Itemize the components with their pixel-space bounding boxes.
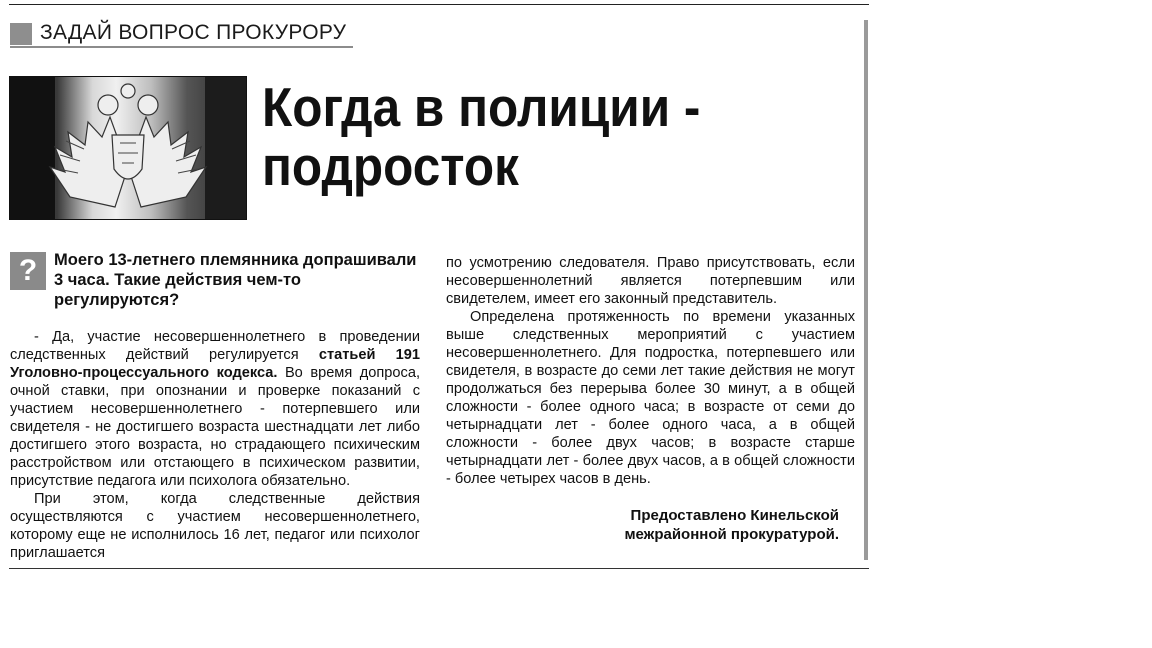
answer-paragraph-4: Определена протяженность по времени указанных выше следственных мероприятий с участием несовершеннолетнего. Для подростка, потерпевшего или свидетеля, в возрасте до семи лет такие действия не могут продолжаться без перерыва более 30 минут, а в общей сложности - более одного часа; в возрасте от семи до четырнадцати лет - более одного часа, а в общей сложности - более двух часов; в возрасте старше четырнадцати лет - более двух часов, а в общей сложности - более четырех часов в день. <box>446 309 855 487</box>
right-border-bar <box>864 20 868 560</box>
double-headed-eagle-icon <box>10 77 246 219</box>
bottom-divider <box>9 568 869 569</box>
reader-question: Моего 13-летнего племянника допрашивали 3 часа. Такие действия чем-то регулируются? <box>54 251 417 309</box>
article-column-2 <box>446 254 855 488</box>
coat-of-arms-photo <box>9 76 247 220</box>
law-reference: статьей 191 Уголовно-процессуального кодекса. <box>10 347 420 381</box>
section-rubric <box>10 20 353 48</box>
headline-line-2: подросток <box>262 135 519 197</box>
answer-paragraph-2: При этом, когда следственные действия осуществляются с участием несовершеннолетнего, которому еще не исполнилось 16 лет, педагог или психолог приглашается <box>10 491 420 561</box>
article-headline <box>262 78 700 196</box>
top-divider <box>9 4 869 5</box>
rubric-square-icon <box>10 23 32 45</box>
answer-paragraph-1: - Да, участие несовершеннолетнего в проведении следственных действий регулируется статьей 191 Уголовно-процессуального кодекса. Во время допроса, очной ставки, при опознании и проверке показаний с участием несовершеннолетнего - потерпевшего или свидетеля - не достигшего возраста шестнадцати лет либо достигшего этого возраста, но страдающего психическим расстройством или отстающего в психическом развитии, присутствие педагога или психолога обязательно. <box>10 329 420 489</box>
rubric-title: ЗАДАЙ ВОПРОС ПРОКУРОРУ <box>40 21 347 44</box>
credit-line-2: межрайонной прокуратурой. <box>624 526 839 543</box>
article-credit <box>600 506 839 544</box>
headline-line-1: Когда в полиции - <box>262 76 701 138</box>
credit-line-1: Предоставлено Кинельской <box>630 507 839 524</box>
question-mark-icon: ? <box>10 252 46 290</box>
article-column-1 <box>10 328 420 562</box>
answer-paragraph-3: по усмотрению следователя. Право присутствовать, если несовершеннолетний является потерпевшим или свидетелем, имеет его законный представитель. <box>446 255 855 307</box>
